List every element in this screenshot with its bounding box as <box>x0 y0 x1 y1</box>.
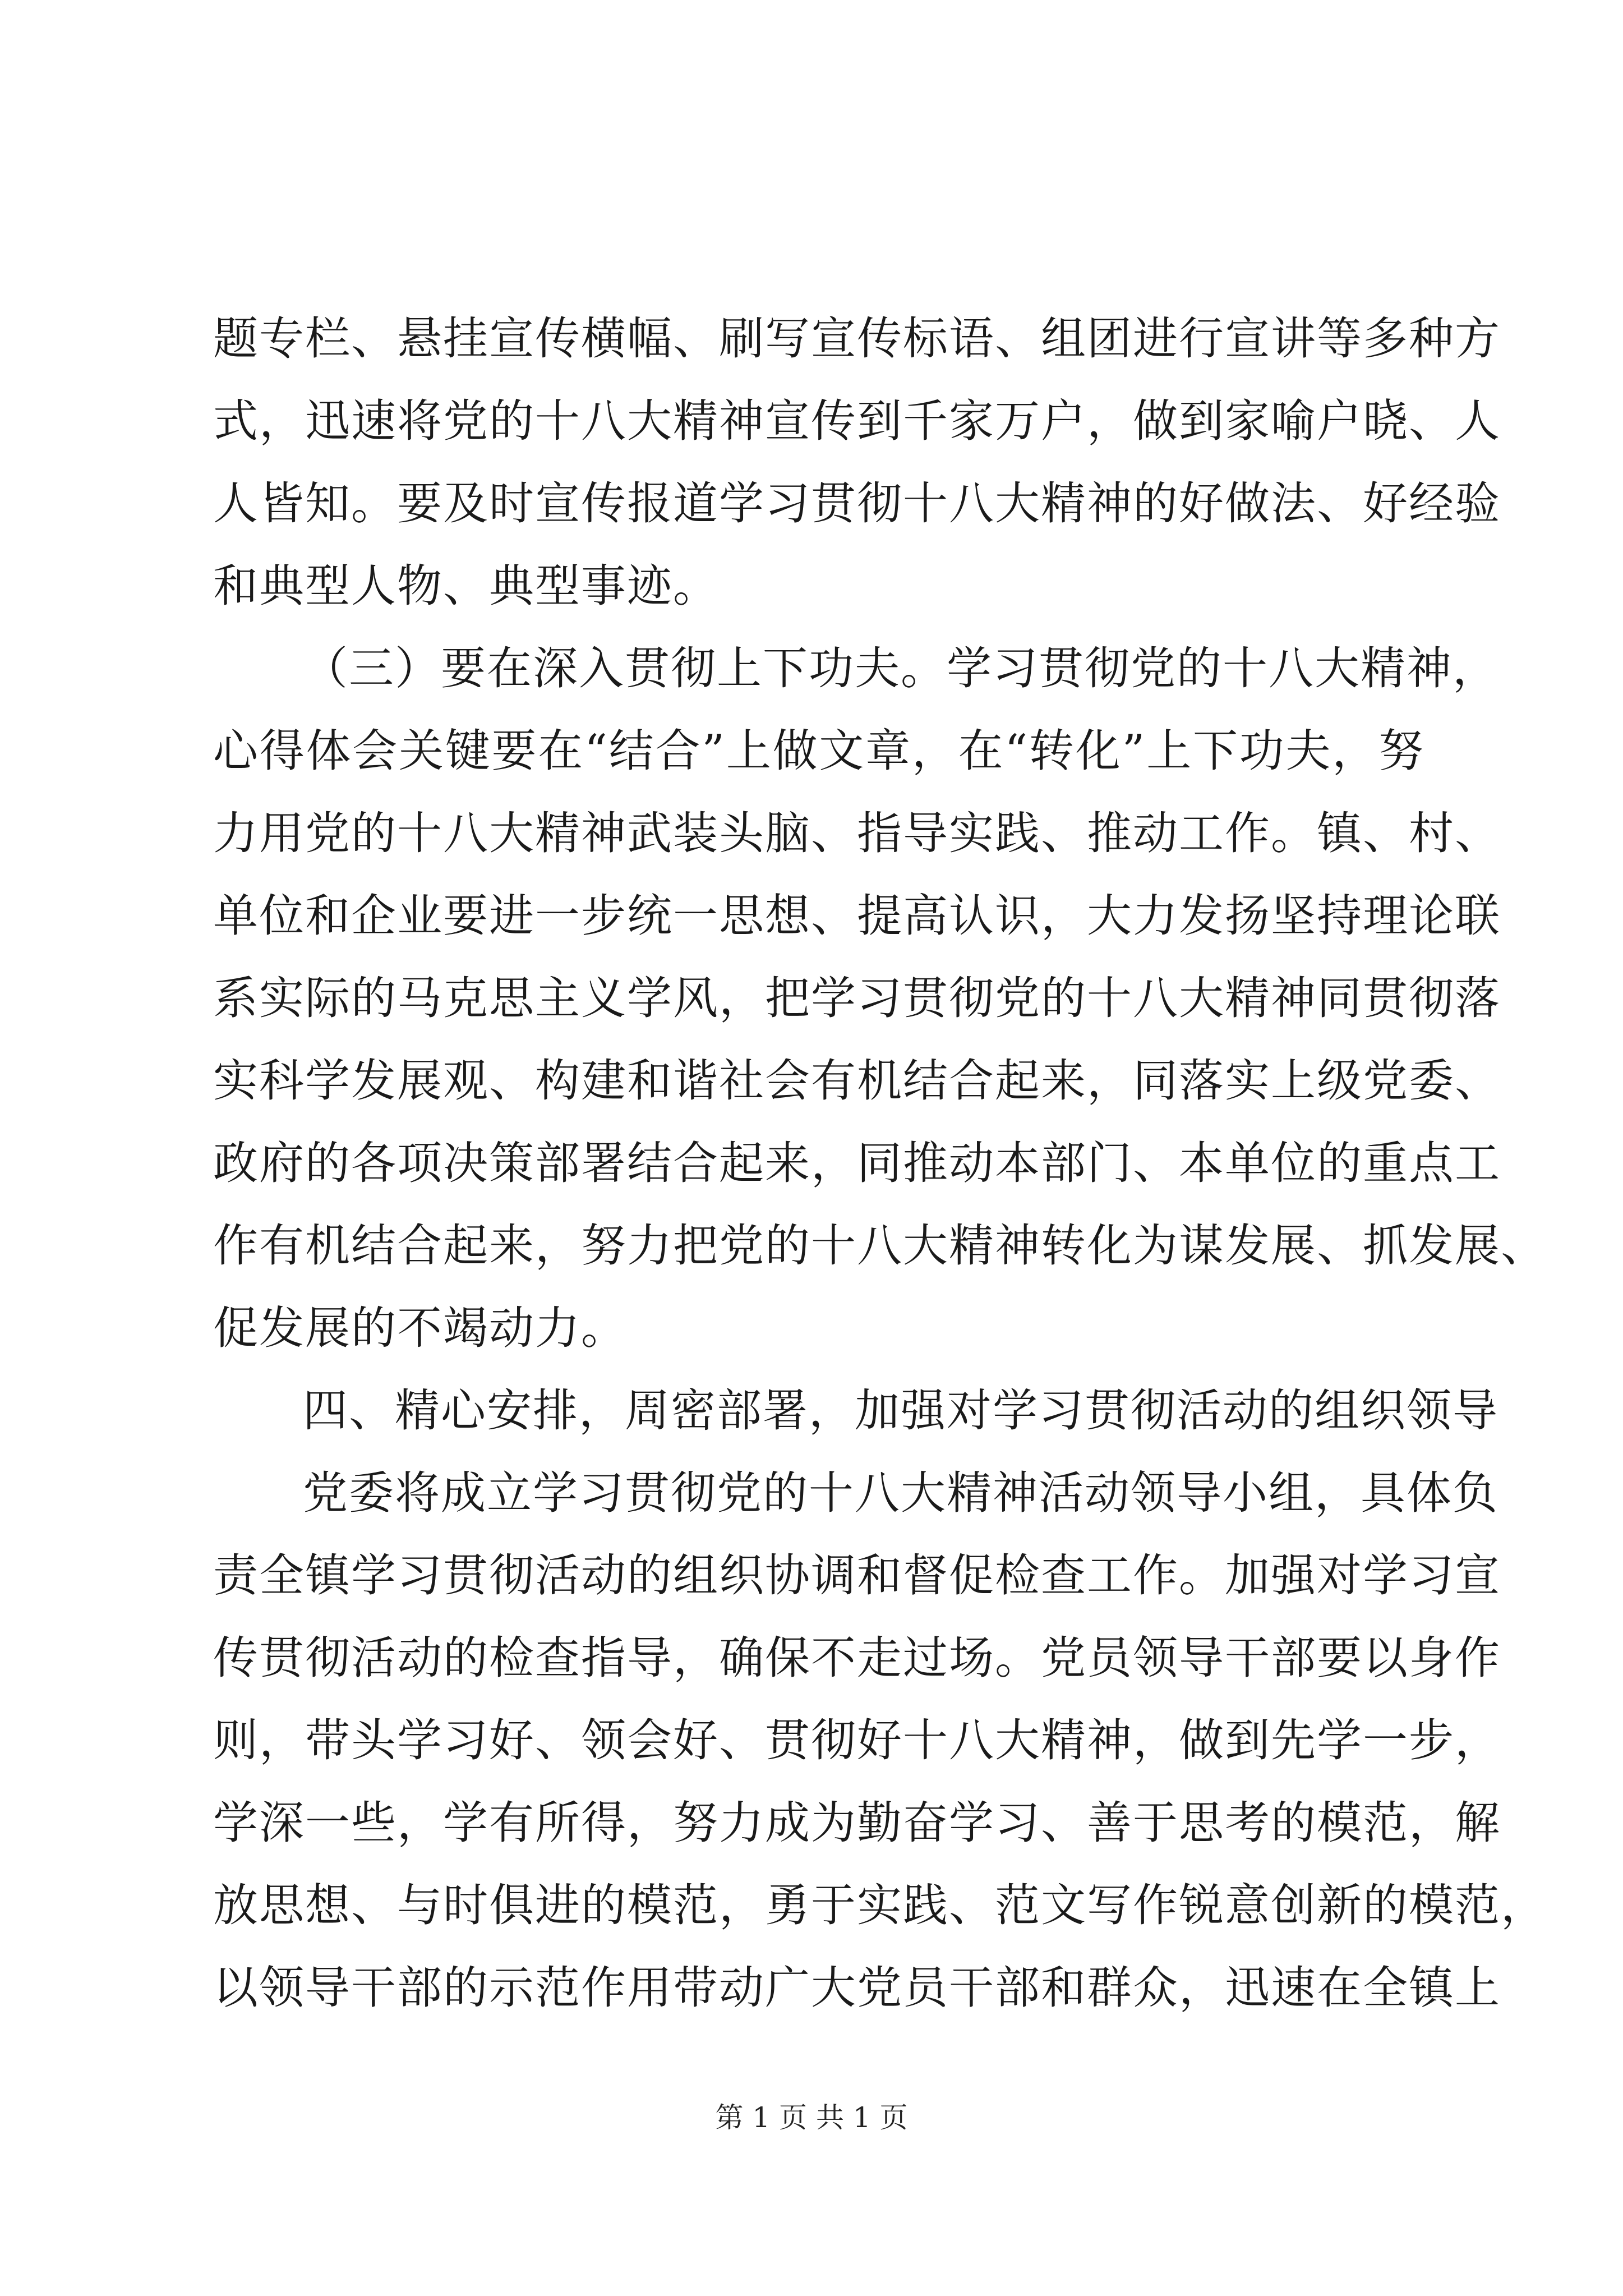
text-line: 心得体会关键要在“结合”上做文章，在“转化”上下功夫，努 <box>213 725 1424 777</box>
text-line: 学深一些，学有所得，努力成为勤奋学习、善于思考的模范，解 <box>213 1797 1501 1849</box>
text-line: 题专栏、悬挂宣传横幅、刷写宣传标语、组团进行宣讲等多种方 <box>213 312 1501 365</box>
text-line: 促发展的不竭动力。 <box>213 1302 627 1354</box>
text-line: 党委将成立学习贯彻党的十八大精神活动领导小组，具体负 <box>303 1467 1498 1519</box>
text-line: 实科学发展观、构建和谐社会有机结合起来，同落实上级党委、 <box>213 1055 1501 1107</box>
text-line: 人皆知。要及时宣传报道学习贯彻十八大精神的好做法、好经验 <box>213 477 1501 530</box>
text-line: 单位和企业要进一步统一思想、提高认识，大力发扬坚持理论联 <box>213 890 1501 942</box>
text-line: 责全镇学习贯彻活动的组织协调和督促检查工作。加强对学习宣 <box>213 1549 1501 1602</box>
text-line: 力用党的十八大精神武装头脑、指导实践、推动工作。镇、村、 <box>213 807 1501 859</box>
text-line: 和典型人物、典型事迹。 <box>213 560 719 612</box>
text-line: 放思想、与时俱进的模范，勇于实践、范文写作锐意创新的模范， <box>213 1879 1547 1931</box>
text-line: 系实际的马克思主义学风，把学习贯彻党的十八大精神同贯彻落 <box>213 972 1501 1024</box>
page-number-footer: 第 1 页 共 1 页 <box>715 2101 908 2134</box>
text-line: 政府的各项决策部署结合起来，同推动本部门、本单位的重点工 <box>213 1137 1501 1189</box>
section-four-heading: 四、精心安排，周密部署，加强对学习贯彻活动的组织领导 <box>303 1384 1498 1437</box>
text-line: 式，迅速将党的十八大精神宣传到千家万户，做到家喻户晓、人 <box>213 395 1501 447</box>
text-line: 作有机结合起来，努力把党的十八大精神转化为谋发展、抓发展、 <box>213 1220 1547 1272</box>
text-line: 以领导干部的示范作用带动广大党员干部和群众，迅速在全镇上 <box>213 1962 1501 2014</box>
body-text <box>213 297 1547 2029</box>
section-three-heading-line: （三）要在深入贯彻上下功夫。学习贯彻党的十八大精神， <box>303 642 1498 694</box>
text-line: 则，带头学习好、领会好、贯彻好十八大精神，做到先学一步， <box>213 1714 1501 1766</box>
text-line: 传贯彻活动的检查指导，确保不走过场。党员领导干部要以身作 <box>213 1632 1501 1684</box>
